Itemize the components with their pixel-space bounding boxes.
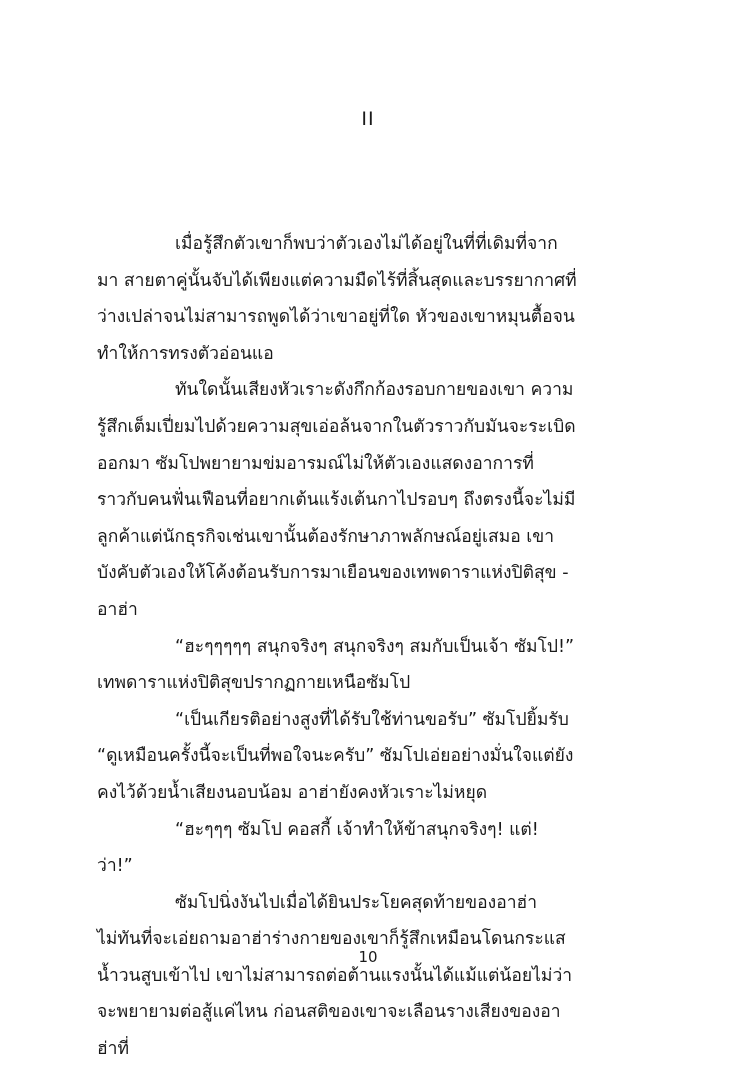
page-number: 10 xyxy=(358,948,378,966)
body-text xyxy=(97,226,579,1068)
paragraph: ทันใดนั้นเสียงหัวเราะดังกึกก้องรอบกายของเขา ความรู้สึกเต็มเปี่ยมไปด้วยความสุขเอ่อล้นจากในตัวราวกับมันจะระเบิดออกมา ซัมโปพยายามข่มอารมณ์ไม่ให้ตัวเองแสดงอาการที่ราวกับคนฟั่นเฟือนที่อยากเต้นแร้งเต้นกาไปรอบๆ ถึงตรงนี้จะไม่มีลูกค้าแต่นักธุรกิจเช่นเขานั้นต้องรักษาภาพลักษณ์อยู่เสมอ เขาบังคับตัวเองให้โค้งต้อนรับการมาเยือนของเทพดาราแห่งปิติสุข - อาฮ่า xyxy=(97,380,576,620)
paragraph: “ฮะๆๆๆๆๆ สนุกจริงๆ สนุกจริงๆ สมกับเป็นเจ้า ซัมโป!” xyxy=(175,636,575,657)
paragraph: เมื่อรู้สึกตัวเขาก็พบว่าตัวเองไม่ได้อยู่ในที่ที่เดิมที่จากมา สายตาคู่นั้นจับได้เพียงแต่ความมืดไร้ที่สิ้นสุดและบรรยากาศที่ว่างเปล่าจนไม่สามารถพูดได้ว่าเขาอยู่ที่ใด หัวของเขาหมุนตื้อจนทำให้การทรงตัวอ่อนแอ xyxy=(97,234,577,364)
paragraph: ซัมโปนิ่งงันไปเมื่อได้ยินประโยคสุดท้ายของอาฮ่า ไม่ทันที่จะเอ่ยถามอาฮ่าร่างกายของเขาก็รู้สึกเหมือนโดนกระแสน้ำวนสูบเข้าไป เขาไม่สามารถต่อต้านแรงนั้นได้แม้แต่น้อยไม่ว่าจะพยายามต่อสู้แค่ไหน ก่อนสติของเขาจะเลือนรางเสียงของอาฮ่าที่ xyxy=(97,892,573,1060)
paragraph: “เป็นเกียรติอย่างสูงที่ได้รับใช้ท่านขอรับ” ซัมโปยิ้มรับ “ดูเหมือนครั้งนี้จะเป็นที่พอใจนะครับ” ซัมโปเอ่ยอย่างมั่นใจแต่ยังคงไว้ด้วยน้ำเสียงนอบน้อม อาฮ่ายังคงหัวเราะไม่หยุด xyxy=(97,709,574,803)
paragraph: เทพดาราแห่งปิติสุขปรากฏกายเหนือซัมโป xyxy=(97,673,411,694)
paragraph: “ฮะๆๆๆ ซัมโป คอสกี้ เจ้าทำให้ข้าสนุกจริงๆ! แต่! ว่า!” xyxy=(97,819,539,877)
chapter-heading: II xyxy=(361,108,375,130)
